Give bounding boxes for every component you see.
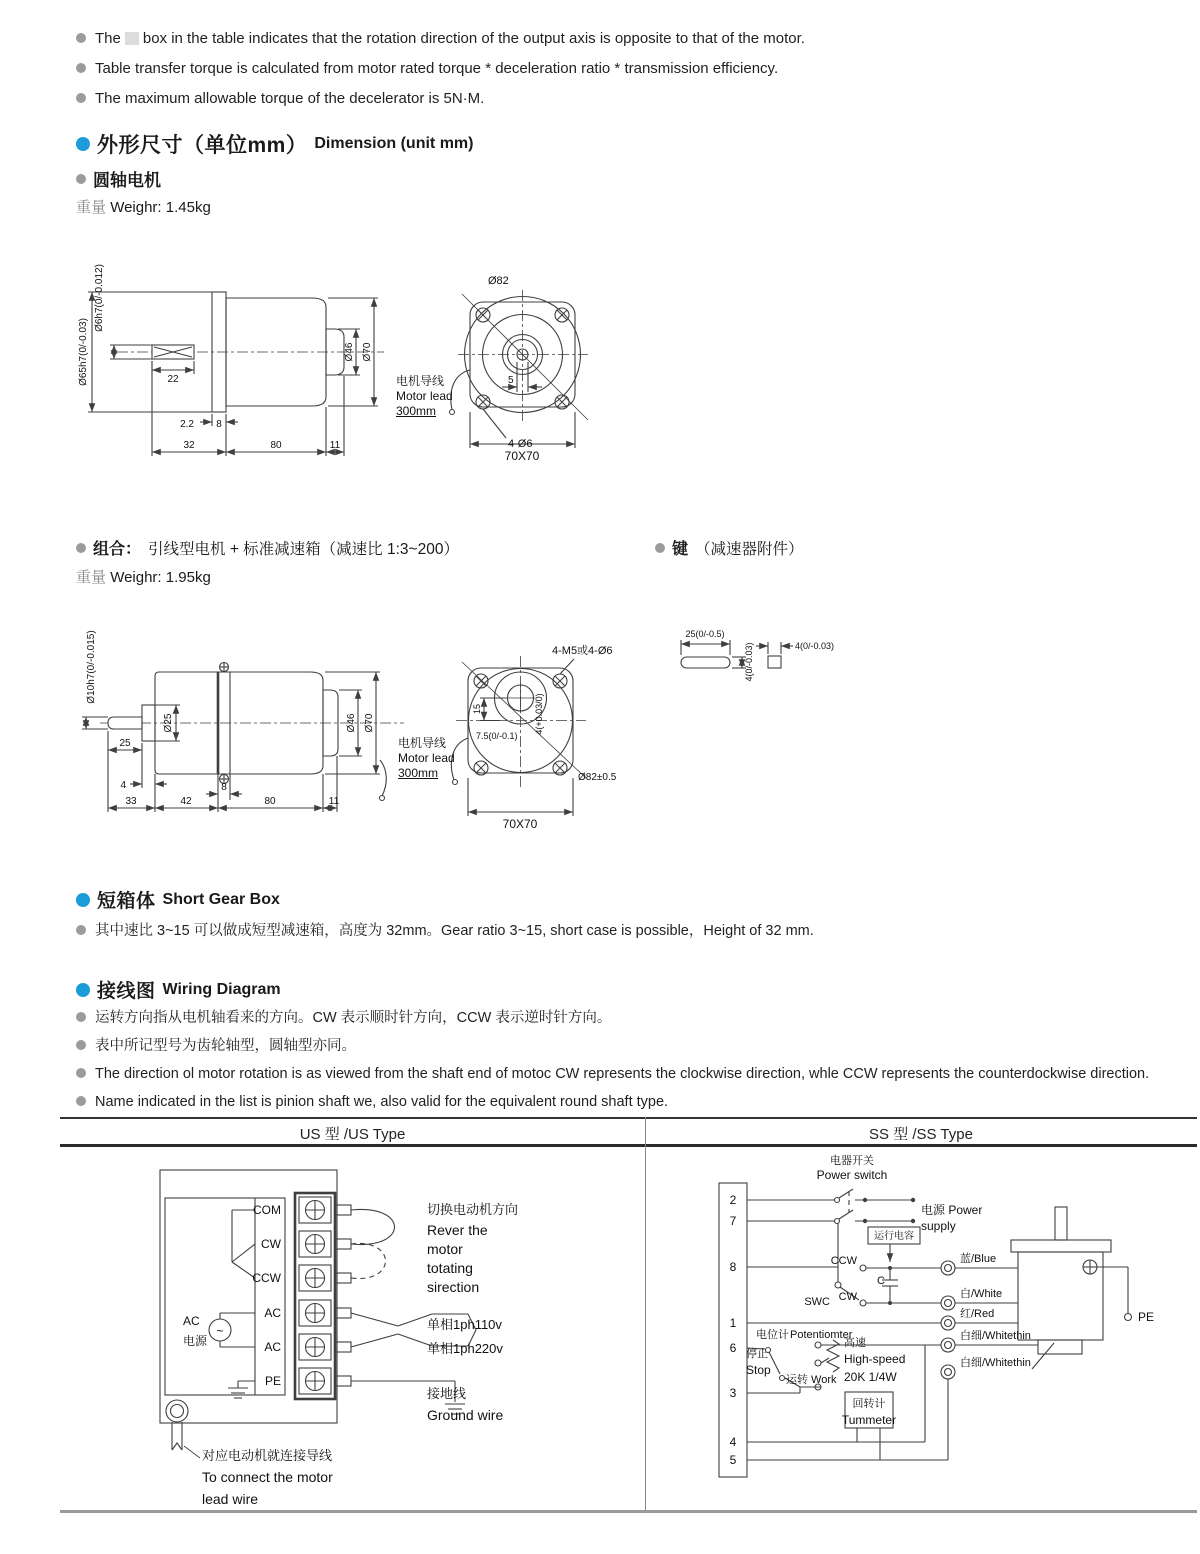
reverse-note-2: motor	[427, 1241, 463, 1257]
lead-zh: 电机导线	[396, 374, 445, 388]
combo-label: 组合：	[93, 541, 142, 558]
ss-type-wiring-diagram	[700, 1150, 1200, 1512]
bullet-icon	[76, 925, 86, 935]
reverse-note-3: totating	[427, 1260, 473, 1276]
note-text: 表中所记型号为齿轮轴型，圆轴型亦同。	[95, 1038, 356, 1054]
dim-boss-dia: Ø65h7(0/-0.03)	[78, 318, 89, 386]
lead-length: 300mm	[396, 404, 437, 418]
bullet-icon	[76, 174, 86, 184]
motor-lead-label-2	[398, 736, 455, 781]
dim-22: 22	[167, 374, 179, 385]
section-title-en: Dimension (unit mm)	[314, 135, 474, 152]
dim-dia70: Ø70	[364, 713, 375, 733]
note-text: The direction ol motor rotation is as viewed from the shaft end of motoc CW represents the clockwise direction, whle CCW represents the counterdockwise direction.	[95, 1066, 1150, 1082]
note-row	[76, 28, 1176, 49]
note-row	[76, 88, 1176, 109]
highspeed-en: High-speed	[844, 1352, 906, 1366]
ground-label-en: Ground wire	[427, 1407, 504, 1423]
terminal-label-cw: CW	[261, 1237, 281, 1251]
bullet-icon	[76, 33, 86, 43]
wire-red: 红/Red	[960, 1308, 995, 1320]
lead-wire	[451, 370, 470, 410]
terminal-label-ac1: AC	[264, 1306, 281, 1320]
dim-square: 70X70	[504, 449, 540, 463]
note-row	[76, 1092, 1186, 1113]
note-row	[76, 1036, 1186, 1057]
power-switch-en: Power switch	[816, 1168, 888, 1182]
us-type-header: US 型 /US Type	[299, 1126, 406, 1143]
pin-3: 3	[729, 1386, 737, 1400]
key-length: 25(0/-0.5)	[685, 629, 725, 639]
dim-11: 11	[328, 796, 340, 807]
c-label: C	[877, 1275, 885, 1287]
note-row	[76, 1064, 1186, 1085]
ground-label-zh: 接地线	[427, 1386, 467, 1401]
phase-110v-label: 单相1ph110v	[427, 1317, 502, 1332]
us-type-wiring-diagram	[150, 1162, 570, 1512]
gearmotor-side-view	[62, 612, 430, 850]
bullet-icon	[76, 1012, 86, 1022]
pot-label-en: Potentiomter	[790, 1329, 853, 1341]
weight-value: Weighr: 1.45kg	[110, 199, 211, 216]
dim-7-5: 7.5(0/-0.1)	[476, 731, 518, 741]
dim-dia82: Ø82	[488, 275, 509, 287]
bullet-icon	[76, 1096, 86, 1106]
combo-heading	[76, 536, 459, 559]
note-text: The maximum allowable torque of the decelerator is 5N·M.	[95, 90, 485, 107]
pin-5: 5	[729, 1453, 737, 1467]
blue-bullet-icon	[76, 893, 90, 907]
reverse-note-4: sirection	[427, 1279, 480, 1295]
bullet-icon	[76, 1068, 86, 1078]
weight-line-1	[76, 196, 211, 217]
pin-7: 7	[729, 1214, 737, 1228]
section-dimension-heading	[76, 129, 473, 159]
key-width: 4(0/-0.03)	[795, 641, 835, 651]
connect-note-1: To connect the motor	[202, 1469, 333, 1485]
wire-whitethin-2: 白细/Whitethin	[960, 1357, 1031, 1369]
weight-label: 重量	[76, 569, 107, 586]
lead-en: Motor lead	[398, 751, 455, 765]
bullet-icon	[76, 1040, 86, 1050]
section-wiring-heading	[76, 976, 281, 1003]
combo-text: 引线型电机 + 标准减速箱（减速比 1:3~200）	[148, 540, 459, 558]
terminal-label-ac2: AC	[264, 1340, 281, 1354]
pin-6: 6	[729, 1341, 737, 1355]
ac-source-label-1: AC	[183, 1314, 200, 1328]
flange-outline	[450, 290, 589, 424]
stop-zh: 停止	[746, 1348, 768, 1360]
highspeed-value: 20K 1/4W	[844, 1370, 897, 1384]
bullet-icon	[655, 543, 665, 553]
dim-holes: 4-Ø6	[508, 438, 533, 450]
swc-label: SWC	[804, 1296, 830, 1308]
gray-box-icon	[125, 32, 139, 45]
dim-15: 15	[472, 703, 482, 715]
dim-4: 4	[120, 780, 126, 791]
run-capacitor-label: 运行电容	[874, 1231, 914, 1242]
dim-80: 80	[264, 796, 276, 807]
table-header-border	[60, 1144, 1197, 1147]
lead-en: Motor lead	[396, 389, 453, 403]
pin-8: 8	[729, 1260, 737, 1274]
terminal-label-com: COM	[253, 1203, 281, 1217]
key-text: （减速器附件）	[695, 540, 804, 558]
dim-11: 11	[329, 440, 341, 451]
dim-80: 80	[270, 440, 282, 451]
motor-lead-label-1	[396, 374, 453, 419]
terminal-label-ccw: CCW	[252, 1271, 281, 1285]
stop-en: Stop	[746, 1363, 771, 1377]
dim-42: 42	[180, 796, 192, 807]
gearbox-front-view	[440, 628, 685, 843]
terminal-screws	[299, 1197, 351, 1394]
section-title-zh: 外形尺寸（单位mm）	[97, 134, 308, 157]
pin-1: 1	[729, 1316, 737, 1330]
reverse-note-zh: 切换电动机方向	[427, 1202, 519, 1217]
round-shaft-subheading	[76, 166, 161, 191]
dimension-lines	[88, 292, 378, 456]
dim-8: 8	[221, 782, 227, 793]
section-shortbox-heading	[76, 886, 280, 913]
bullet-icon	[76, 63, 86, 73]
dim-dia25: Ø25	[163, 713, 174, 733]
dim-holes: 4-M5或4-Ø6	[552, 645, 613, 657]
wiring-notes	[76, 1008, 1186, 1122]
dim-32: 32	[183, 440, 195, 451]
pin-4: 4	[729, 1435, 737, 1449]
note-row	[76, 58, 1176, 79]
ss-type-header: SS 型 /SS Type	[869, 1126, 973, 1143]
dim-25: 25	[119, 738, 131, 749]
shortbox-note	[76, 921, 1156, 942]
note-text: 其中速比 3~15 可以做成短型减速箱，高度为 32mm。Gear ratio 3~15, short case is possible，Height of 32 mm.	[95, 923, 814, 939]
weight-label: 重量	[76, 199, 107, 216]
blue-bullet-icon	[76, 983, 90, 997]
dim-4: 4(+0.03/0)	[534, 693, 544, 735]
dim-2-2: 2.2	[180, 419, 194, 430]
flange-outline	[451, 656, 586, 790]
cw-label: CW	[838, 1291, 857, 1303]
grommet	[166, 1400, 188, 1422]
dim-dia70: Ø70	[362, 342, 373, 362]
power-switch	[747, 1189, 915, 1224]
round-motor-front-view	[440, 262, 655, 474]
reverse-note-1: Rever the	[427, 1222, 488, 1238]
weight-value: Weighr: 1.95kg	[110, 569, 211, 586]
ac-tilde: ~	[216, 1324, 224, 1338]
ccw-label: CCW	[830, 1255, 857, 1267]
turnmeter-zh: 回转计	[852, 1398, 886, 1410]
wiring-title-en: Wiring Diagram	[162, 980, 281, 998]
wire-white: 白/White	[960, 1288, 1003, 1300]
shortbox-title-en: Short Gear Box	[162, 890, 280, 908]
key-label: 键	[672, 541, 689, 558]
wiring-title-zh: 接线图	[97, 981, 156, 1002]
lead-zh: 电机导线	[398, 736, 447, 750]
key-heading	[655, 536, 804, 559]
wire-whitethin-1: 白细/Whitethin	[960, 1330, 1031, 1342]
highspeed-zh: 高速	[844, 1337, 866, 1349]
ac-source-label-2: 电源	[183, 1334, 208, 1348]
lead-length: 300mm	[398, 766, 439, 780]
bullet-icon	[76, 543, 86, 553]
dim-5: 5	[508, 375, 514, 386]
turnmeter-en: Tummeter	[841, 1413, 897, 1427]
note-text: Table transfer torque is calculated from motor rated torque * deceleration ratio * transmission efficiency.	[95, 60, 779, 77]
blue-bullet-icon	[76, 137, 90, 151]
lead-wire	[380, 760, 386, 796]
power-switch-zh: 电器开关	[830, 1155, 874, 1167]
key-drawing	[668, 614, 898, 688]
dim-dia46: Ø46	[344, 342, 355, 362]
phase-220v-label: 单相1ph220v	[427, 1341, 503, 1356]
table-divider	[645, 1117, 646, 1511]
wire-blue: 蓝/Blue	[960, 1253, 997, 1265]
round-motor-side-view	[62, 240, 397, 472]
note-text: 运转方向指从电机轴看来的方向。CW 表示顺时针方向，CCW 表示逆时针方向。	[95, 1010, 612, 1026]
pot-label-zh: 电位计	[756, 1329, 789, 1341]
bullet-icon	[76, 93, 86, 103]
dimension-lines	[681, 640, 793, 668]
note-row	[76, 1008, 1186, 1029]
dim-dia46: Ø46	[346, 713, 357, 733]
dim-33: 33	[125, 796, 137, 807]
key-section-outline	[768, 656, 781, 668]
work-label: 运转 Work	[786, 1374, 837, 1386]
connect-note-zh: 对应电动机就连接导线	[202, 1448, 333, 1463]
key-height: 4(0/-0.03)	[744, 642, 754, 682]
key-outline	[681, 657, 730, 668]
top-notes	[76, 28, 1176, 118]
connect-note-2: lead wire	[202, 1491, 259, 1507]
pe-label: PE	[1138, 1310, 1155, 1324]
terminal-label-pe: PE	[264, 1374, 281, 1388]
note-text: The box in the table indicates that the rotation direction of the output axis is opposite to that of the motor.	[95, 30, 805, 47]
dim-8: 8	[216, 419, 222, 430]
terminal-strip	[295, 1193, 351, 1399]
power-supply-1: 电源 Power	[921, 1203, 983, 1217]
dim-shaft-dia: Ø10h7(0/-0.015)	[86, 630, 97, 704]
dim-square: 70X70	[502, 817, 538, 831]
dim-dia82: Ø82±0.5	[578, 772, 617, 783]
weight-line-2	[76, 566, 211, 587]
note-text: Name indicated in the list is pinion shaft we, also valid for the equivalent round shaft type.	[95, 1094, 669, 1110]
subtitle: 圆轴电机	[93, 171, 161, 190]
table-top-border	[60, 1117, 1197, 1119]
shortbox-title-zh: 短箱体	[97, 891, 156, 912]
dim-shaft-dia: Ø6h7(0/-0.012)	[94, 264, 105, 332]
power-supply-2: supply	[921, 1219, 956, 1233]
pin-2: 2	[729, 1193, 737, 1207]
